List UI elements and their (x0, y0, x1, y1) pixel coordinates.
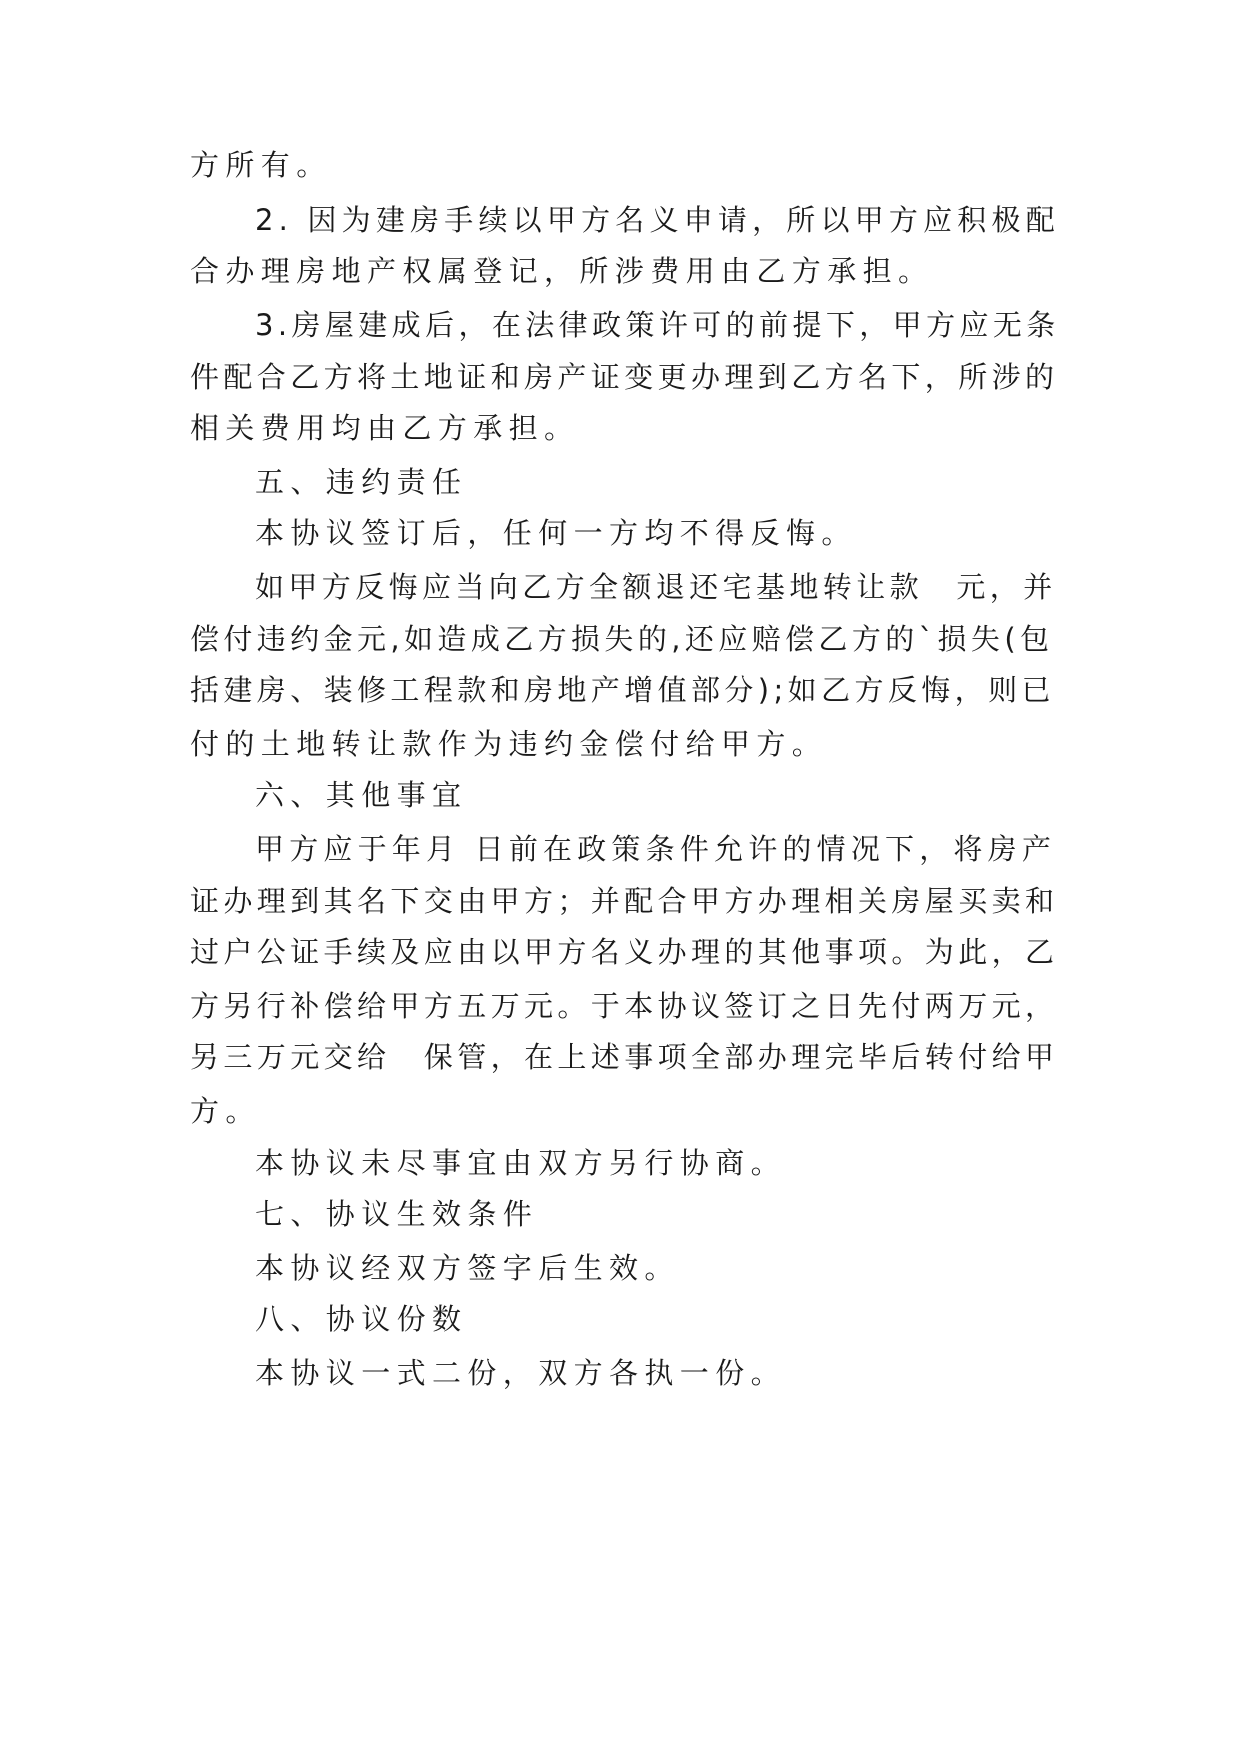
text-line: 本协议一式二份，双方各执一份。 (255, 1356, 787, 1390)
text-line: 相关费用均由乙方承担。 (190, 411, 580, 445)
text-line: 本协议未尽事宜由双方另行协商。 (255, 1146, 787, 1180)
text-line: 另三万元交给 保管，在上述事项全部办理完毕后转付给甲 (190, 1040, 1059, 1074)
text-line: 括建房、装修工程款和房地产增值部分);如乙方反悔，则已 (190, 673, 1055, 707)
text-line: 合办理房地产权属登记，所涉费用由乙方承担。 (190, 254, 934, 288)
section-heading: 八、协议份数 (255, 1302, 468, 1336)
text-line: 件配合乙方将土地证和房产证变更办理到乙方名下，所涉的 (190, 360, 1059, 394)
section-heading: 七、协议生效条件 (255, 1197, 539, 1231)
text-line: 3.房屋建成后，在法律政策许可的前提下，甲方应无条 (255, 308, 1060, 342)
text-line: 证办理到其名下交由甲方；并配合甲方办理相关房屋买卖和 (190, 884, 1059, 918)
section-heading: 五、违约责任 (255, 465, 468, 499)
text-line: 本协议签订后，任何一方均不得反悔。 (255, 516, 857, 550)
text-line: 偿付违约金元,如造成乙方损失的,还应赔偿乙方的`损失(包 (190, 622, 1054, 656)
text-line: 方所有。 (190, 148, 332, 182)
text-line: 如甲方反悔应当向乙方全额退还宅基地转让款 元，并 (255, 570, 1057, 604)
section-heading: 六、其他事宜 (255, 778, 468, 812)
text-line: 甲方应于年月 日前在政策条件允许的情况下，将房产 (255, 832, 1057, 866)
text-line: 本协议经双方签字后生效。 (255, 1251, 680, 1285)
text-line: 方另行补偿给甲方五万元。于本协议签订之日先付两万元， (190, 989, 1059, 1023)
text-line: 过户公证手续及应由以甲方名义办理的其他事项。为此，乙 (190, 935, 1059, 969)
text-line: 方。 (190, 1094, 261, 1128)
text-line: 2. 因为建房手续以甲方名义申请，所以甲方应积极配 (255, 203, 1060, 237)
text-line: 付的土地转让款作为违约金偿付给甲方。 (190, 727, 828, 761)
